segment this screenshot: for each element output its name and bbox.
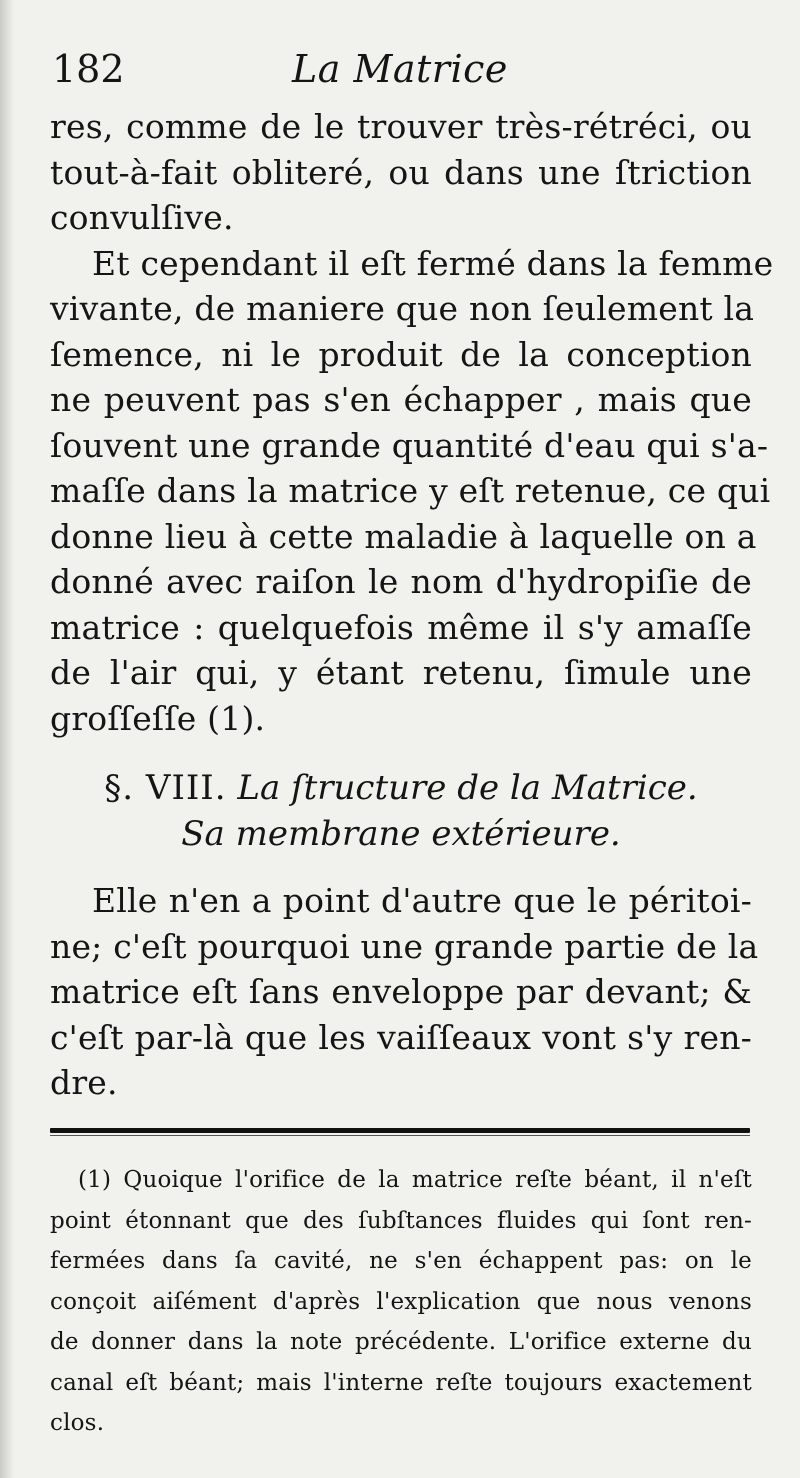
- text-line: matrice : quelquefois même il s'y amaſſe: [50, 607, 752, 647]
- text-line: Elle n'en a point d'autre que le péritoi-: [92, 881, 752, 920]
- running-head: La Matrice: [292, 47, 508, 91]
- text-line: res, comme de le trouver très-rétréci, ou: [50, 107, 752, 146]
- text-line: donné avec raiſon le nom d'hydropiſie de: [50, 562, 752, 601]
- text-line: ſemence, ni le produit de la conception: [50, 334, 752, 374]
- page-header: [52, 44, 752, 94]
- section-heading: [50, 765, 752, 857]
- footnote-line: clos.: [50, 1410, 105, 1436]
- paragraph: [50, 878, 759, 1106]
- text-line: ne; c'eſt pourquoi une grande partie de la: [50, 926, 759, 966]
- text-line: groſſeſſe (1).: [50, 698, 266, 738]
- text-line: donne lieu à cette maladie à laquelle on a: [50, 516, 757, 556]
- gutter-shadow: [0, 0, 14, 1478]
- text-line: ſouvent une grande quantité d'eau qui s'a-: [50, 425, 769, 465]
- text-line: vivante, de maniere que non ſeulement la: [50, 289, 755, 328]
- footnote-line: fermées dans ſa cavité, ne s'en échappent pas: on le: [50, 1248, 752, 1274]
- text-line: matrice eſt ſans enveloppe par devant; &: [50, 972, 752, 1011]
- paragraph: [50, 241, 774, 742]
- text-line: c'eſt par-là que les vaiſſeaux vont s'y ren-: [50, 1017, 752, 1057]
- text-line: Et cependant il eſt fermé dans la femme: [92, 243, 774, 283]
- page-number: 182: [52, 47, 125, 91]
- footnote-line: conçoit aiſément d'après l'explication que nous venons: [50, 1288, 752, 1315]
- section-subtitle: Sa membrane extérieure.: [181, 814, 621, 854]
- footnote: [50, 1160, 752, 1444]
- footnote-line: de donner dans la note précédente. L'orifice externe du: [50, 1329, 752, 1355]
- text-line: tout-à-fait obliteré, ou dans une ſtriction: [50, 152, 752, 192]
- paragraph-continued: [50, 104, 752, 241]
- section-number: §. VIII.: [104, 768, 227, 808]
- footnote-line: canal eſt béant; mais l'interne reſte toujours exactement: [50, 1369, 752, 1396]
- text-line: maſſe dans la matrice y eſt retenue, ce qui: [50, 471, 771, 510]
- footnote-line: (1) Quoique l'orifice de la matrice reſte béant, il n'eſt: [78, 1167, 752, 1193]
- text-line: convulſive.: [50, 198, 234, 237]
- section-title: La ſtructure de la Matrice.: [237, 768, 698, 808]
- text-line: dre.: [50, 1063, 118, 1102]
- main-text: [50, 104, 774, 741]
- footnote-rule: [50, 1128, 750, 1133]
- text-line: ne peuvent pas s'en échapper , mais que: [50, 380, 752, 419]
- footnote-line: point étonnant que des ſubſtances fluides qui ſont ren-: [50, 1207, 752, 1234]
- footnote-rule-thin: [50, 1135, 750, 1136]
- section-heading-line: [50, 765, 752, 811]
- text-line: de l'air qui, y étant retenu, ſimule une: [50, 653, 752, 692]
